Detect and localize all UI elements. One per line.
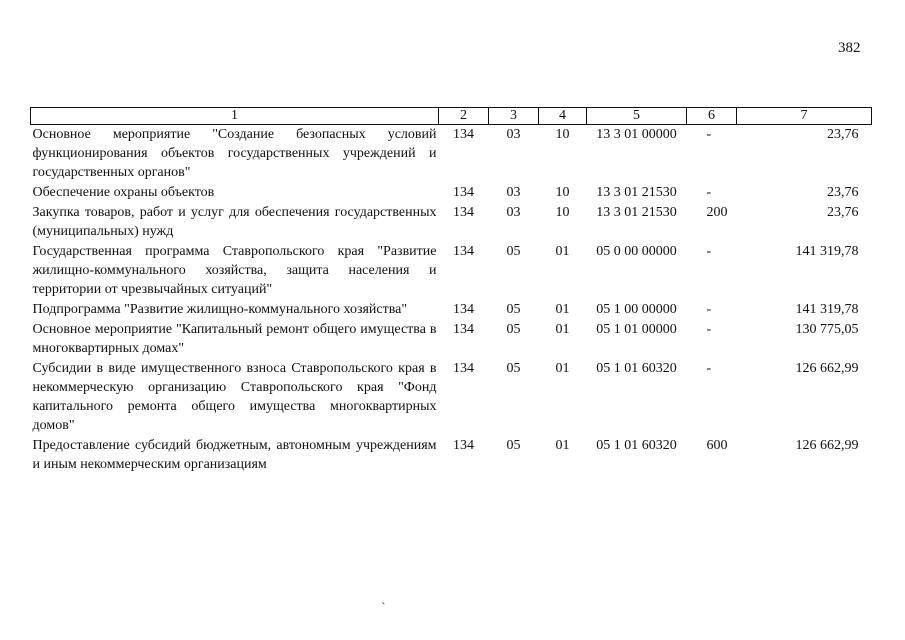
table-row (31, 183, 872, 203)
row-col-7: 23,76 (827, 205, 859, 220)
row-col-2: 134 (453, 127, 474, 142)
row-name: Подпрограмма "Развитие жилищно-коммунального хозяйства" (32, 302, 408, 317)
column-header-3: 3 (489, 108, 539, 125)
row-col-7: 141 319,78 (795, 302, 859, 317)
row-col-7: 23,76 (827, 127, 859, 142)
row-col-4: 01 (555, 322, 570, 337)
row-col-2: 134 (453, 361, 474, 376)
row-col-6: - (706, 322, 712, 337)
row-col-7: 23,76 (827, 185, 859, 200)
row-col-7: 130 775,05 (795, 322, 859, 337)
row-col-6: - (706, 302, 712, 317)
row-name: Предоставление субсидий бюджетным, автономным учреждениям и иным некоммерческим организациям (32, 438, 437, 472)
row-col-7: 126 662,99 (795, 361, 859, 376)
column-header-2: 2 (439, 108, 489, 125)
row-col-4: 01 (555, 244, 570, 259)
table-row (31, 203, 872, 242)
row-col-4: 01 (555, 361, 570, 376)
table-row (31, 125, 872, 184)
page-number: 382 (838, 40, 861, 56)
column-header-4: 4 (539, 108, 587, 125)
row-col-6: 600 (706, 438, 728, 453)
row-col-2: 134 (453, 438, 474, 453)
row-col-4: 10 (555, 127, 570, 142)
row-col-5: 05 0 00 00000 (596, 244, 677, 259)
row-col-2: 134 (453, 244, 474, 259)
row-col-6: - (706, 185, 712, 200)
table-row (31, 242, 872, 300)
row-col-2: 134 (453, 185, 474, 200)
row-col-3: 03 (506, 185, 521, 200)
row-name: Закупка товаров, работ и услуг для обеспечения государственных (муниципальных) нужд (32, 205, 437, 239)
row-col-3: 05 (506, 244, 521, 259)
row-col-3: 03 (506, 205, 521, 220)
row-col-3: 05 (506, 302, 521, 317)
row-name: Субсидии в виде имущественного взноса Ставропольского края в некоммерческую организацию Ставропольского края "Фонд капитального ремонта общего имущества многоквартирных домов" (32, 361, 437, 433)
row-col-7: 141 319,78 (795, 244, 859, 259)
row-col-6: 200 (706, 205, 728, 220)
row-col-2: 134 (453, 322, 474, 337)
row-col-7: 126 662,99 (795, 438, 859, 453)
row-col-6: - (706, 244, 712, 259)
table-row (31, 300, 872, 320)
row-col-5: 05 1 01 60320 (596, 361, 677, 376)
table-header-row (31, 108, 872, 125)
row-col-6: - (706, 127, 712, 142)
column-header-6: 6 (687, 108, 737, 125)
row-col-3: 05 (506, 361, 521, 376)
row-col-2: 134 (453, 302, 474, 317)
row-name: Обеспечение охраны объектов (32, 185, 215, 200)
row-col-4: 01 (555, 302, 570, 317)
budget-table (30, 107, 872, 475)
row-col-5: 05 1 00 00000 (596, 302, 677, 317)
row-name: Основное мероприятие "Капитальный ремонт общего имущества в многоквартирных домах" (32, 322, 437, 356)
row-col-5: 13 3 01 21530 (596, 205, 677, 220)
row-name: Основное мероприятие "Создание безопасных условий функционирования объектов государственных учреждений и государственных органов" (32, 127, 437, 180)
row-col-3: 05 (506, 322, 521, 337)
table-row (31, 436, 872, 475)
row-col-4: 01 (555, 438, 570, 453)
column-header-1: 1 (31, 108, 439, 125)
scan-speck: ` (381, 601, 386, 616)
row-col-5: 05 1 01 60320 (596, 438, 677, 453)
row-col-4: 10 (555, 205, 570, 220)
row-name: Государственная программа Ставропольского края "Развитие жилищно-коммунального хозяйства, защита населения и территории от чрезвычайных ситуаций" (32, 244, 437, 297)
column-header-7: 7 (737, 108, 872, 125)
row-col-3: 03 (506, 127, 521, 142)
row-col-4: 10 (555, 185, 570, 200)
table-row (31, 359, 872, 436)
table-row (31, 320, 872, 359)
row-col-2: 134 (453, 205, 474, 220)
row-col-5: 05 1 01 00000 (596, 322, 677, 337)
row-col-5: 13 3 01 00000 (596, 127, 677, 142)
row-col-5: 13 3 01 21530 (596, 185, 677, 200)
row-col-3: 05 (506, 438, 521, 453)
row-col-6: - (706, 361, 712, 376)
column-header-5: 5 (587, 108, 687, 125)
